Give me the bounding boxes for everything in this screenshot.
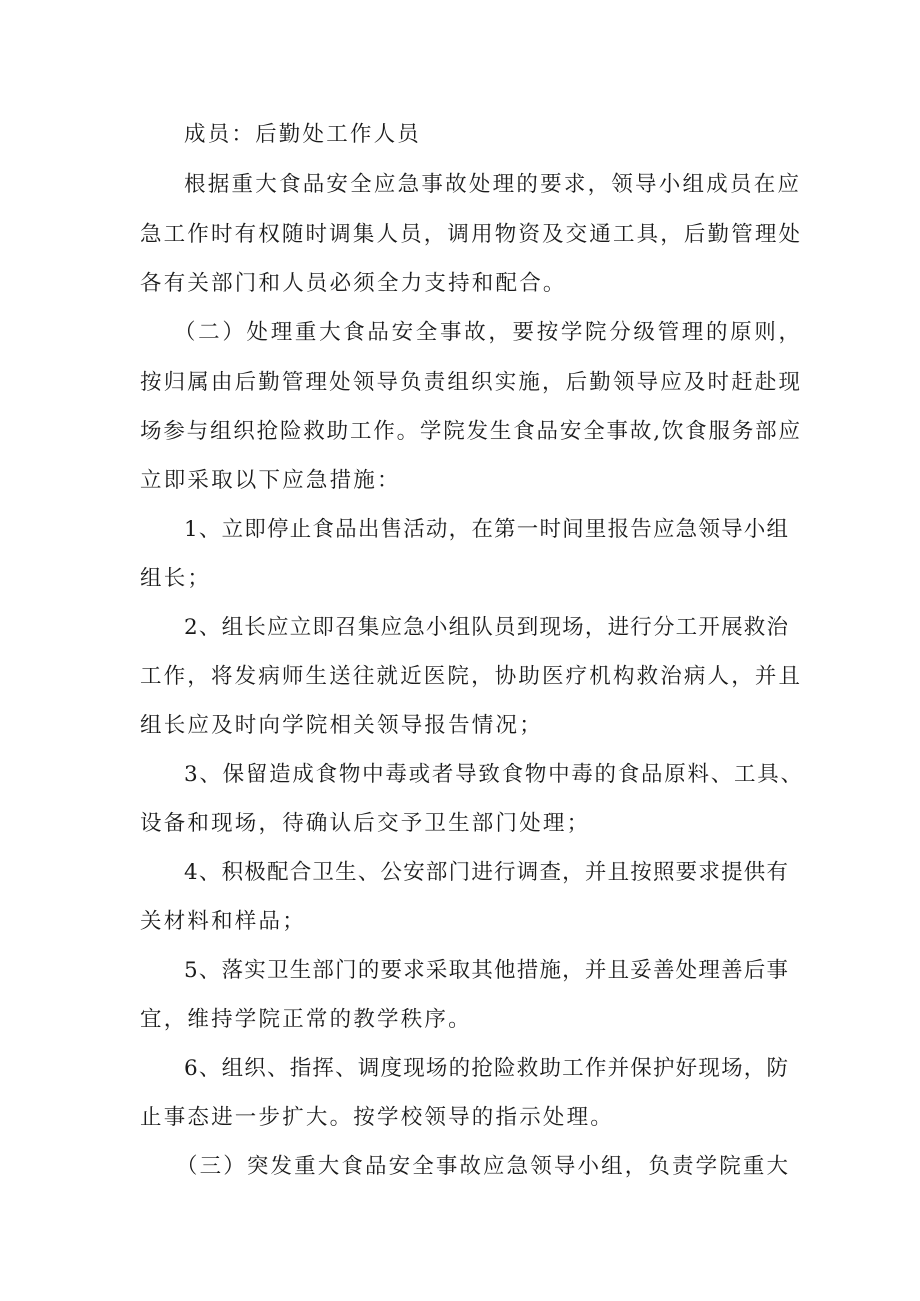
list-item-3-cont: 设备和现场，待确认后交予卫生部门处理； [140,811,591,836]
section-three-line: （三）突发重大食品安全事故应急领导小组，负责学院重大 [176,1154,788,1179]
list-item-3: 3、保留造成食物中毒或者导致食物中毒的食品原料、工具、 [184,762,802,787]
list-item-2-cont: 工作，将发病师生送往就近医院，协助医疗机构救治病人，并且 [140,664,800,689]
list-item-6-cont: 止事态进一步扩大。按学校领导的指示处理。 [140,1105,615,1130]
list-item-6: 6、组织、指挥、调度现场的抢险救助工作并保护好现场，防 [184,1056,788,1081]
list-item-4: 4、积极配合卫生、公安部门进行调查，并且按照要求提供有 [184,860,788,885]
paragraph-line: 急工作时有权随时调集人员，调用物资及交通工具，后勤管理处 [140,222,800,247]
paragraph-line: 各有关部门和人员必须全力支持和配合。 [140,271,567,296]
paragraph-line: 立即采取以下应急措施： [140,468,401,493]
list-item-4-cont: 关材料和样品； [140,909,306,934]
list-item-2: 2、组长应立即召集应急小组队员到现场，进行分工开展救治 [184,615,788,640]
list-item-2-cont: 组长应及时向学院相关领导报告情况； [140,713,543,738]
paragraph-line: 根据重大食品安全应急事故处理的要求，领导小组成员在应 [184,172,799,197]
paragraph-line: 按归属由后勤管理处领导负责组织实施，后勤领导应及时赶赴现 [140,370,800,395]
list-item-5: 5、落实卫生部门的要求采取其他措施，并且妥善处理善后事 [184,958,788,983]
section-two-line: （二）处理重大食品安全事故，要按学院分级管理的原则， [174,320,800,345]
list-item-1: 1、立即停止食品出售活动，在第一时间里报告应急领导小组 [184,517,788,542]
paragraph-line: 场参与组织抢险救助工作。学院发生食品安全事故,饮食服务部应 [140,419,800,444]
list-item-5-cont: 宜，维持学院正常的教学秩序。 [140,1007,472,1032]
members-line: 成员：后勤处工作人员 [184,122,422,147]
list-item-1-cont: 组长； [140,566,212,591]
